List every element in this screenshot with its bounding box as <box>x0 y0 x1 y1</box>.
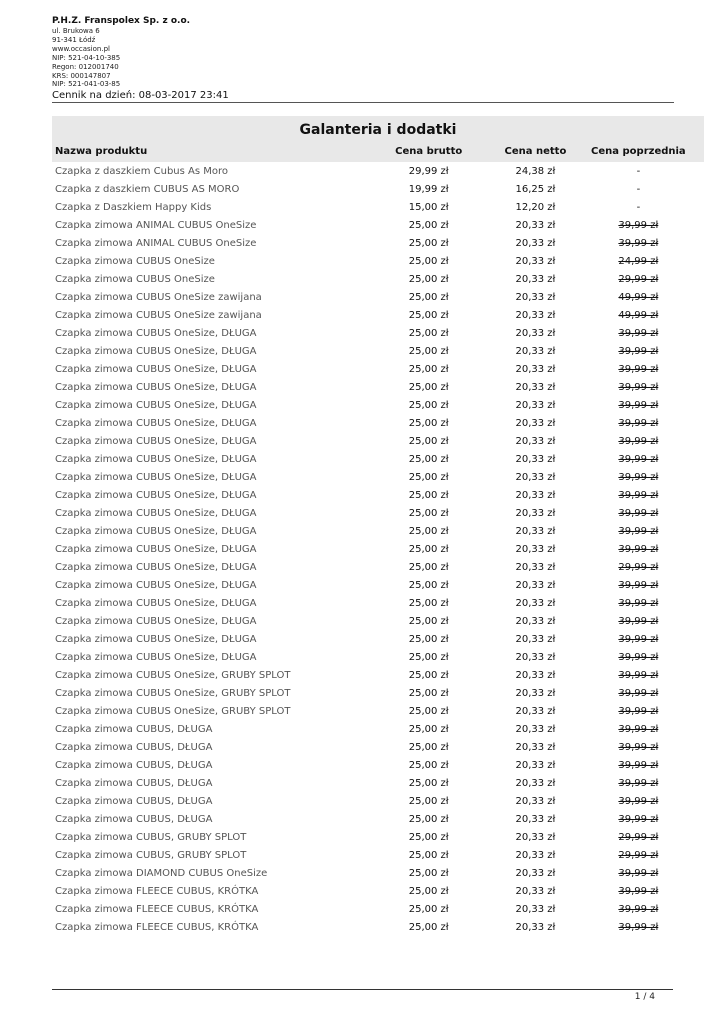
previous-price-value: 39,99 zł <box>618 723 659 735</box>
product-name-cell: Czapka zimowa CUBUS OneSize <box>55 255 215 267</box>
previous-price-cell <box>573 792 704 810</box>
gross-price-cell: 25,00 zł <box>408 849 449 861</box>
previous-price-value: 29,99 zł <box>618 561 659 573</box>
previous-price-value: 39,99 zł <box>618 885 659 897</box>
net-price-cell: 20,33 zł <box>515 723 556 735</box>
gross-price-cell: 25,00 zł <box>408 399 449 411</box>
previous-price-cell <box>573 252 704 270</box>
previous-price-cell <box>573 684 704 702</box>
product-name-cell: Czapka zimowa CUBUS OneSize, GRUBY SPLOT <box>55 687 291 699</box>
gross-price-cell: 25,00 zł <box>408 291 449 303</box>
previous-price-value: 39,99 zł <box>618 435 659 447</box>
previous-price-cell <box>573 576 704 594</box>
previous-price-cell <box>573 846 704 864</box>
previous-price-cell <box>573 810 704 828</box>
product-name-cell: Czapka zimowa CUBUS, DŁUGA <box>55 723 213 735</box>
gross-price-cell: 25,00 zł <box>408 525 449 537</box>
gross-price-cell: 29,99 zł <box>408 165 449 177</box>
product-name-cell: Czapka zimowa CUBUS OneSize, DŁUGA <box>55 507 257 519</box>
net-price-cell: 20,33 zł <box>515 885 556 897</box>
table-row <box>52 504 704 522</box>
product-name-cell: Czapka zimowa CUBUS OneSize, DŁUGA <box>55 471 257 483</box>
company-header <box>52 16 674 103</box>
net-price-cell: 20,33 zł <box>515 399 556 411</box>
previous-price-value: 39,99 zł <box>618 615 659 627</box>
company-nip-secondary: NIP: 521-041-03-85 <box>52 80 121 89</box>
product-name-cell: Czapka z daszkiem Cubus As Moro <box>55 165 229 177</box>
previous-price-value: 39,99 zł <box>618 741 659 753</box>
table-row <box>52 576 704 594</box>
company-address-street: ul. Brukowa 6 <box>52 27 100 35</box>
table-row <box>52 432 704 450</box>
column-header-previous: Cena poprzednia <box>573 142 704 162</box>
gross-price-cell: 25,00 zł <box>408 777 449 789</box>
table-row <box>52 522 704 540</box>
gross-price-cell: 25,00 zł <box>408 471 449 483</box>
previous-price-cell <box>573 414 704 432</box>
table-row <box>52 540 704 558</box>
previous-price-cell <box>573 540 704 558</box>
gross-price-cell: 25,00 zł <box>408 345 449 357</box>
table-row <box>52 324 704 342</box>
previous-price-cell <box>573 162 704 180</box>
product-name-cell: Czapka zimowa CUBUS, DŁUGA <box>55 795 213 807</box>
product-name-cell: Czapka zimowa CUBUS OneSize zawijana <box>55 309 262 321</box>
table-row <box>52 396 704 414</box>
gross-price-cell: 25,00 zł <box>408 795 449 807</box>
net-price-cell: 20,33 zł <box>515 777 556 789</box>
previous-price-cell <box>573 288 704 306</box>
product-name-cell: Czapka zimowa FLEECE CUBUS, KRÓTKA <box>55 885 259 897</box>
gross-price-cell: 25,00 zł <box>408 543 449 555</box>
gross-price-cell: 15,00 zł <box>408 201 449 213</box>
company-nip: NIP: 521-04-10-385 <box>52 53 121 62</box>
previous-price-cell <box>573 324 704 342</box>
gross-price-cell: 25,00 zł <box>408 363 449 375</box>
table-row <box>52 738 704 756</box>
previous-price-value: 39,99 zł <box>618 327 659 339</box>
net-price-cell: 12,20 zł <box>515 201 556 213</box>
product-name-cell: Czapka zimowa DIAMOND CUBUS OneSize <box>55 867 268 879</box>
product-name-cell: Czapka zimowa CUBUS OneSize, DŁUGA <box>55 399 257 411</box>
column-header-gross: Cena brutto <box>359 142 498 162</box>
net-price-cell: 20,33 zł <box>515 651 556 663</box>
product-name-cell: Czapka zimowa CUBUS OneSize, DŁUGA <box>55 525 257 537</box>
previous-price-value: 39,99 zł <box>618 759 659 771</box>
previous-price-value: - <box>636 201 641 213</box>
product-name-cell: Czapka zimowa CUBUS OneSize, DŁUGA <box>55 327 257 339</box>
previous-price-cell <box>573 756 704 774</box>
previous-price-value: 39,99 zł <box>618 399 659 411</box>
gross-price-cell: 25,00 zł <box>408 633 449 645</box>
previous-price-cell <box>573 702 704 720</box>
product-name-cell: Czapka zimowa CUBUS OneSize, DŁUGA <box>55 633 257 645</box>
product-name-cell: Czapka zimowa CUBUS OneSize, DŁUGA <box>55 453 257 465</box>
previous-price-cell <box>573 504 704 522</box>
product-name-cell: Czapka zimowa CUBUS, DŁUGA <box>55 813 213 825</box>
gross-price-cell: 25,00 zł <box>408 813 449 825</box>
net-price-cell: 20,33 zł <box>515 849 556 861</box>
net-price-cell: 20,33 zł <box>515 597 556 609</box>
net-price-cell: 20,33 zł <box>515 273 556 285</box>
previous-price-cell <box>573 468 704 486</box>
previous-price-cell <box>573 594 704 612</box>
net-price-cell: 20,33 zł <box>515 813 556 825</box>
previous-price-cell <box>573 864 704 882</box>
previous-price-cell <box>573 612 704 630</box>
product-name-cell: Czapka zimowa CUBUS OneSize, DŁUGA <box>55 597 257 609</box>
net-price-cell: 20,33 zł <box>515 219 556 231</box>
previous-price-cell <box>573 720 704 738</box>
previous-price-cell <box>573 522 704 540</box>
table-row <box>52 630 704 648</box>
net-price-cell: 20,33 zł <box>515 903 556 915</box>
table-row <box>52 360 704 378</box>
gross-price-cell: 25,00 zł <box>408 489 449 501</box>
previous-price-value: 39,99 zł <box>618 543 659 555</box>
net-price-cell: 20,33 zł <box>515 615 556 627</box>
previous-price-value: - <box>636 165 641 177</box>
gross-price-cell: 25,00 zł <box>408 309 449 321</box>
gross-price-cell: 19,99 zł <box>408 183 449 195</box>
previous-price-value: 39,99 zł <box>618 687 659 699</box>
net-price-cell: 20,33 zł <box>515 525 556 537</box>
net-price-cell: 20,33 zł <box>515 795 556 807</box>
net-price-cell: 20,33 zł <box>515 669 556 681</box>
net-price-cell: 20,33 zł <box>515 417 556 429</box>
product-name-cell: Czapka zimowa ANIMAL CUBUS OneSize <box>55 237 257 249</box>
net-price-cell: 20,33 zł <box>515 921 556 933</box>
previous-price-value: 39,99 zł <box>618 813 659 825</box>
section-title: Galanteria i dodatki <box>52 116 704 142</box>
previous-price-value: 39,99 zł <box>618 507 659 519</box>
net-price-cell: 20,33 zł <box>515 543 556 555</box>
previous-price-cell <box>573 900 704 918</box>
table-row <box>52 486 704 504</box>
product-name-cell: Czapka z Daszkiem Happy Kids <box>55 201 212 213</box>
gross-price-cell: 25,00 zł <box>408 705 449 717</box>
net-price-cell: 20,33 zł <box>515 381 556 393</box>
previous-price-cell <box>573 630 704 648</box>
previous-price-cell <box>573 396 704 414</box>
table-row <box>52 846 704 864</box>
table-row <box>52 864 704 882</box>
table-row <box>52 612 704 630</box>
product-name-cell: Czapka zimowa CUBUS OneSize, DŁUGA <box>55 345 257 357</box>
previous-price-cell <box>573 342 704 360</box>
table-row <box>52 180 704 198</box>
previous-price-value: 39,99 zł <box>618 705 659 717</box>
gross-price-cell: 25,00 zł <box>408 417 449 429</box>
column-header-net: Cena netto <box>498 142 573 162</box>
table-row <box>52 216 704 234</box>
product-name-cell: Czapka zimowa CUBUS, GRUBY SPLOT <box>55 831 247 843</box>
previous-price-value: 39,99 zł <box>618 867 659 879</box>
previous-price-cell <box>573 234 704 252</box>
net-price-cell: 16,25 zł <box>515 183 556 195</box>
net-price-cell: 20,33 zł <box>515 687 556 699</box>
net-price-cell: 20,33 zł <box>515 831 556 843</box>
net-price-cell: 20,33 zł <box>515 363 556 375</box>
price-table <box>52 116 704 936</box>
previous-price-value: 24,99 zł <box>618 255 659 267</box>
gross-price-cell: 25,00 zł <box>408 651 449 663</box>
previous-price-cell <box>573 432 704 450</box>
previous-price-value: 29,99 zł <box>618 273 659 285</box>
previous-price-cell <box>573 198 704 216</box>
table-row <box>52 162 704 180</box>
previous-price-value: 49,99 zł <box>618 291 659 303</box>
product-name-cell: Czapka zimowa CUBUS OneSize, DŁUGA <box>55 381 257 393</box>
net-price-cell: 24,38 zł <box>515 165 556 177</box>
previous-price-value: 39,99 zł <box>618 417 659 429</box>
gross-price-cell: 25,00 zł <box>408 723 449 735</box>
previous-price-value: 39,99 zł <box>618 381 659 393</box>
previous-price-cell <box>573 738 704 756</box>
gross-price-cell: 25,00 zł <box>408 885 449 897</box>
table-row <box>52 774 704 792</box>
previous-price-value: 39,99 zł <box>618 795 659 807</box>
net-price-cell: 20,33 zł <box>515 759 556 771</box>
column-header-name: Nazwa produktu <box>52 142 359 162</box>
table-row <box>52 648 704 666</box>
product-name-cell: Czapka zimowa CUBUS OneSize, GRUBY SPLOT <box>55 669 291 681</box>
net-price-cell: 20,33 zł <box>515 867 556 879</box>
net-price-cell: 20,33 zł <box>515 453 556 465</box>
previous-price-cell <box>573 648 704 666</box>
table-row <box>52 450 704 468</box>
previous-price-value: 39,99 zł <box>618 489 659 501</box>
table-row <box>52 666 704 684</box>
previous-price-cell <box>573 918 704 936</box>
net-price-cell: 20,33 zł <box>515 579 556 591</box>
previous-price-cell <box>573 882 704 900</box>
gross-price-cell: 25,00 zł <box>408 597 449 609</box>
gross-price-cell: 25,00 zł <box>408 219 449 231</box>
page-footer <box>52 989 673 1002</box>
table-row <box>52 378 704 396</box>
product-name-cell: Czapka zimowa CUBUS OneSize, DŁUGA <box>55 435 257 447</box>
net-price-cell: 20,33 zł <box>515 741 556 753</box>
gross-price-cell: 25,00 zł <box>408 561 449 573</box>
previous-price-value: 39,99 zł <box>618 921 659 933</box>
table-row <box>52 828 704 846</box>
product-name-cell: Czapka zimowa CUBUS OneSize, DŁUGA <box>55 561 257 573</box>
gross-price-cell: 25,00 zł <box>408 669 449 681</box>
previous-price-cell <box>573 270 704 288</box>
table-row <box>52 306 704 324</box>
table-row <box>52 414 704 432</box>
gross-price-cell: 25,00 zł <box>408 741 449 753</box>
product-name-cell: Czapka zimowa CUBUS OneSize <box>55 273 215 285</box>
product-name-cell: Czapka zimowa CUBUS, DŁUGA <box>55 777 213 789</box>
previous-price-value: 39,99 zł <box>618 903 659 915</box>
previous-price-cell <box>573 180 704 198</box>
product-name-cell: Czapka z daszkiem CUBUS AS MORO <box>55 183 240 195</box>
company-krs: KRS: 000147807 <box>52 71 111 80</box>
gross-price-cell: 25,00 zł <box>408 273 449 285</box>
product-name-cell: Czapka zimowa CUBUS OneSize, DŁUGA <box>55 363 257 375</box>
company-regon: Regon: 012001740 <box>52 62 119 71</box>
previous-price-cell <box>573 774 704 792</box>
previous-price-value: 39,99 zł <box>618 453 659 465</box>
gross-price-cell: 25,00 zł <box>408 237 449 249</box>
previous-price-value: 39,99 zł <box>618 219 659 231</box>
previous-price-cell <box>573 360 704 378</box>
gross-price-cell: 25,00 zł <box>408 831 449 843</box>
table-row <box>52 468 704 486</box>
table-row <box>52 288 704 306</box>
gross-price-cell: 25,00 zł <box>408 615 449 627</box>
product-name-cell: Czapka zimowa FLEECE CUBUS, KRÓTKA <box>55 903 259 915</box>
table-row <box>52 270 704 288</box>
table-row <box>52 234 704 252</box>
product-name-cell: Czapka zimowa CUBUS OneSize, DŁUGA <box>55 615 257 627</box>
previous-price-cell <box>573 450 704 468</box>
previous-price-value: 39,99 zł <box>618 633 659 645</box>
table-row <box>52 558 704 576</box>
previous-price-value: 39,99 zł <box>618 363 659 375</box>
previous-price-value: 29,99 zł <box>618 831 659 843</box>
gross-price-cell: 25,00 zł <box>408 381 449 393</box>
table-row <box>52 900 704 918</box>
gross-price-cell: 25,00 zł <box>408 327 449 339</box>
previous-price-cell <box>573 378 704 396</box>
product-name-cell: Czapka zimowa CUBUS OneSize, DŁUGA <box>55 489 257 501</box>
product-name-cell: Czapka zimowa CUBUS OneSize zawijana <box>55 291 262 303</box>
gross-price-cell: 25,00 zł <box>408 687 449 699</box>
previous-price-value: 39,99 zł <box>618 597 659 609</box>
previous-price-cell <box>573 486 704 504</box>
gross-price-cell: 25,00 zł <box>408 507 449 519</box>
net-price-cell: 20,33 zł <box>515 705 556 717</box>
product-name-cell: Czapka zimowa CUBUS, DŁUGA <box>55 741 213 753</box>
table-row <box>52 342 704 360</box>
product-name-cell: Czapka zimowa CUBUS, GRUBY SPLOT <box>55 849 247 861</box>
product-name-cell: Czapka zimowa CUBUS OneSize, DŁUGA <box>55 417 257 429</box>
previous-price-value: 39,99 zł <box>618 471 659 483</box>
previous-price-value: 29,99 zł <box>618 849 659 861</box>
net-price-cell: 20,33 zł <box>515 291 556 303</box>
company-website: www.occasion.pl <box>52 44 110 53</box>
product-name-cell: Czapka zimowa CUBUS OneSize, DŁUGA <box>55 579 257 591</box>
product-name-cell: Czapka zimowa FLEECE CUBUS, KRÓTKA <box>55 921 259 933</box>
table-row <box>52 918 704 936</box>
previous-price-value: 39,99 zł <box>618 345 659 357</box>
product-name-cell: Czapka zimowa CUBUS OneSize, DŁUGA <box>55 651 257 663</box>
table-row <box>52 882 704 900</box>
table-row <box>52 720 704 738</box>
product-name-cell: Czapka zimowa ANIMAL CUBUS OneSize <box>55 219 257 231</box>
previous-price-value: 39,99 zł <box>618 237 659 249</box>
gross-price-cell: 25,00 zł <box>408 921 449 933</box>
net-price-cell: 20,33 zł <box>515 237 556 249</box>
table-row <box>52 702 704 720</box>
table-row <box>52 792 704 810</box>
table-row <box>52 756 704 774</box>
previous-price-value: 39,99 zł <box>618 777 659 789</box>
table-body <box>52 162 704 936</box>
previous-price-value: 39,99 zł <box>618 579 659 591</box>
company-address-city: 91-341 Łódź <box>52 35 96 44</box>
previous-price-value: 39,99 zł <box>618 525 659 537</box>
table-row <box>52 252 704 270</box>
gross-price-cell: 25,00 zł <box>408 255 449 267</box>
previous-price-cell <box>573 666 704 684</box>
table-row <box>52 810 704 828</box>
net-price-cell: 20,33 zł <box>515 471 556 483</box>
previous-price-value: 49,99 zł <box>618 309 659 321</box>
previous-price-cell <box>573 306 704 324</box>
company-name: P.H.Z. Franspolex Sp. z o.o. <box>52 16 191 26</box>
net-price-cell: 20,33 zł <box>515 309 556 321</box>
net-price-cell: 20,33 zł <box>515 255 556 267</box>
table-row <box>52 198 704 216</box>
previous-price-value: 39,99 zł <box>618 651 659 663</box>
product-name-cell: Czapka zimowa CUBUS OneSize, DŁUGA <box>55 543 257 555</box>
table-row <box>52 594 704 612</box>
product-name-cell: Czapka zimowa CUBUS, DŁUGA <box>55 759 213 771</box>
net-price-cell: 20,33 zł <box>515 507 556 519</box>
previous-price-cell <box>573 828 704 846</box>
previous-price-value: 39,99 zł <box>618 669 659 681</box>
gross-price-cell: 25,00 zł <box>408 435 449 447</box>
net-price-cell: 20,33 zł <box>515 435 556 447</box>
net-price-cell: 20,33 zł <box>515 327 556 339</box>
net-price-cell: 20,33 zł <box>515 489 556 501</box>
product-name-cell: Czapka zimowa CUBUS OneSize, GRUBY SPLOT <box>55 705 291 717</box>
previous-price-cell <box>573 216 704 234</box>
table-row <box>52 684 704 702</box>
price-list-date: Cennik na dzień: 08-03-2017 23:41 <box>52 90 674 103</box>
net-price-cell: 20,33 zł <box>515 345 556 357</box>
gross-price-cell: 25,00 zł <box>408 903 449 915</box>
net-price-cell: 20,33 zł <box>515 633 556 645</box>
gross-price-cell: 25,00 zł <box>408 453 449 465</box>
page-number: 1 / 4 <box>634 992 655 1002</box>
gross-price-cell: 25,00 zł <box>408 867 449 879</box>
previous-price-value: - <box>636 183 641 195</box>
net-price-cell: 20,33 zł <box>515 561 556 573</box>
gross-price-cell: 25,00 zł <box>408 759 449 771</box>
gross-price-cell: 25,00 zł <box>408 579 449 591</box>
previous-price-cell <box>573 558 704 576</box>
